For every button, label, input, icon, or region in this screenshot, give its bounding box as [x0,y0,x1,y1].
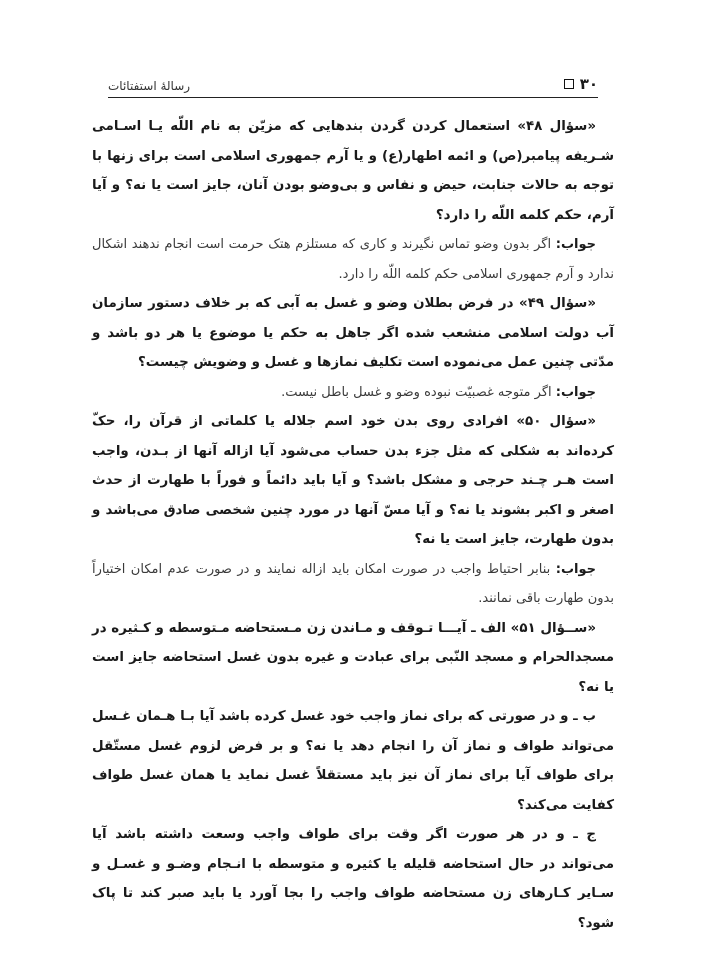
running-title: رسالهٔ استفتائات [108,79,191,93]
question-51-a: «ســؤال ۵۱» الف ـ آیـــا تـوقف و مـاندن زن مـستحاضه مـتوسطه و کـثیره در مسجدالحرام و مسجد النّبی برای عبادت و غیره بدون غسل استحاضه جایز است یا نه؟ [92,620,614,695]
question-51-c: ج ـ و در هر صورت اگر وقت برای طواف واجب وسعت داشته باشد آیا می‌تواند در حال استحاضه قلیله یا کثیره و متوسطه با انـجام وضـو و غسـل و سـایر کـارهای زن مستحاضه طواف واجب را بجا آورد یا باید صبر کند تا پاک شود؟ [92,827,614,931]
answer-text: بنابر احتیاط واجب در صورت امکان باید ازاله نمایند و در صورت عدم امکان اختیاراً بدون طهارت باقی نمانند. [92,561,614,606]
answer-text: اگر بدون وضو تماس نگیرند و کاری که مستلزم هتک حرمت است انجام ندهند اشکال ندارد و آرم جمهوری اسلامی حکم کلمه اللّه را دارد. [92,237,614,282]
answer-text: اگر متوجه غصبیّت نبوده وضو و غسل باطل نیست. [281,384,556,400]
question-50: «سؤال ۵۰» افرادی روی بدن خود اسم جلاله یا کلماتی از قرآن را، حکّ کرده‌اند به شکلی که مثل جزء بدن حساب می‌شود آیا ازاله آنها از بـدن، واجب است هـر چـند حرجی و مشکل باشد؟ و آیا باید دائماً و فوراً با طهارت از حدث اصغر و اکبر بشوند یا نه؟ و آیا مسّ آنها در مورد چنین شخصی صادق می‌باشد و بدون طهارت، جایز است یا نه؟ [92,414,614,547]
answer-label: جواب: [555,237,596,252]
square-bullet-icon [564,79,574,89]
answer-50 [92,555,614,614]
question-51-b: ب ـ و در صورتی که برای نماز واجب خود غسل کرده باشد آیا بـا هـمان غـسل می‌تواند طواف و نماز آن را انجام دهد یا نه؟ و بر فرض لزوم غسل مستّقل برای طواف آیا برای نماز آن نیز باید مستقلاً غسل نماید یا همان غسل طواف کفایت می‌کند؟ [92,709,614,813]
question-48: «سؤال ۴۸» استعمال کردن گردن بندهایی که مزیّن به نام اللّه یـا اسـامی شـریفه پیامبر(ص) و ائمه اطهار(ع) و یا آرم جمهوری اسلامی است برای زنها با توجه به حالات جنابت، حیض و نفاس و بی‌وضو بودن آنان، جایز است یا نه؟ و آیا آرم، حکم کلمه اللّه را دارد؟ [92,119,614,223]
question-49: «سؤال ۴۹» در فرض بطلان وضو و غسل به آبی که بر خلاف دستور سازمان آب دولت اسلامی منشعب شده اگر جاهل به حکم یا موضوع یا هر دو باشد و مدّتی چنین عمل می‌نموده است تکلیف نمازها و غسل و وضویش چیست؟ [92,296,614,370]
answer-49 [92,378,614,408]
page-number-group [564,75,598,93]
page-body [92,112,614,938]
page-header [108,72,598,98]
answer-label: جواب: [555,561,596,577]
answer-label: جواب: [555,384,596,400]
answer-48 [92,230,614,289]
page-number: ۳۰ [579,75,598,93]
